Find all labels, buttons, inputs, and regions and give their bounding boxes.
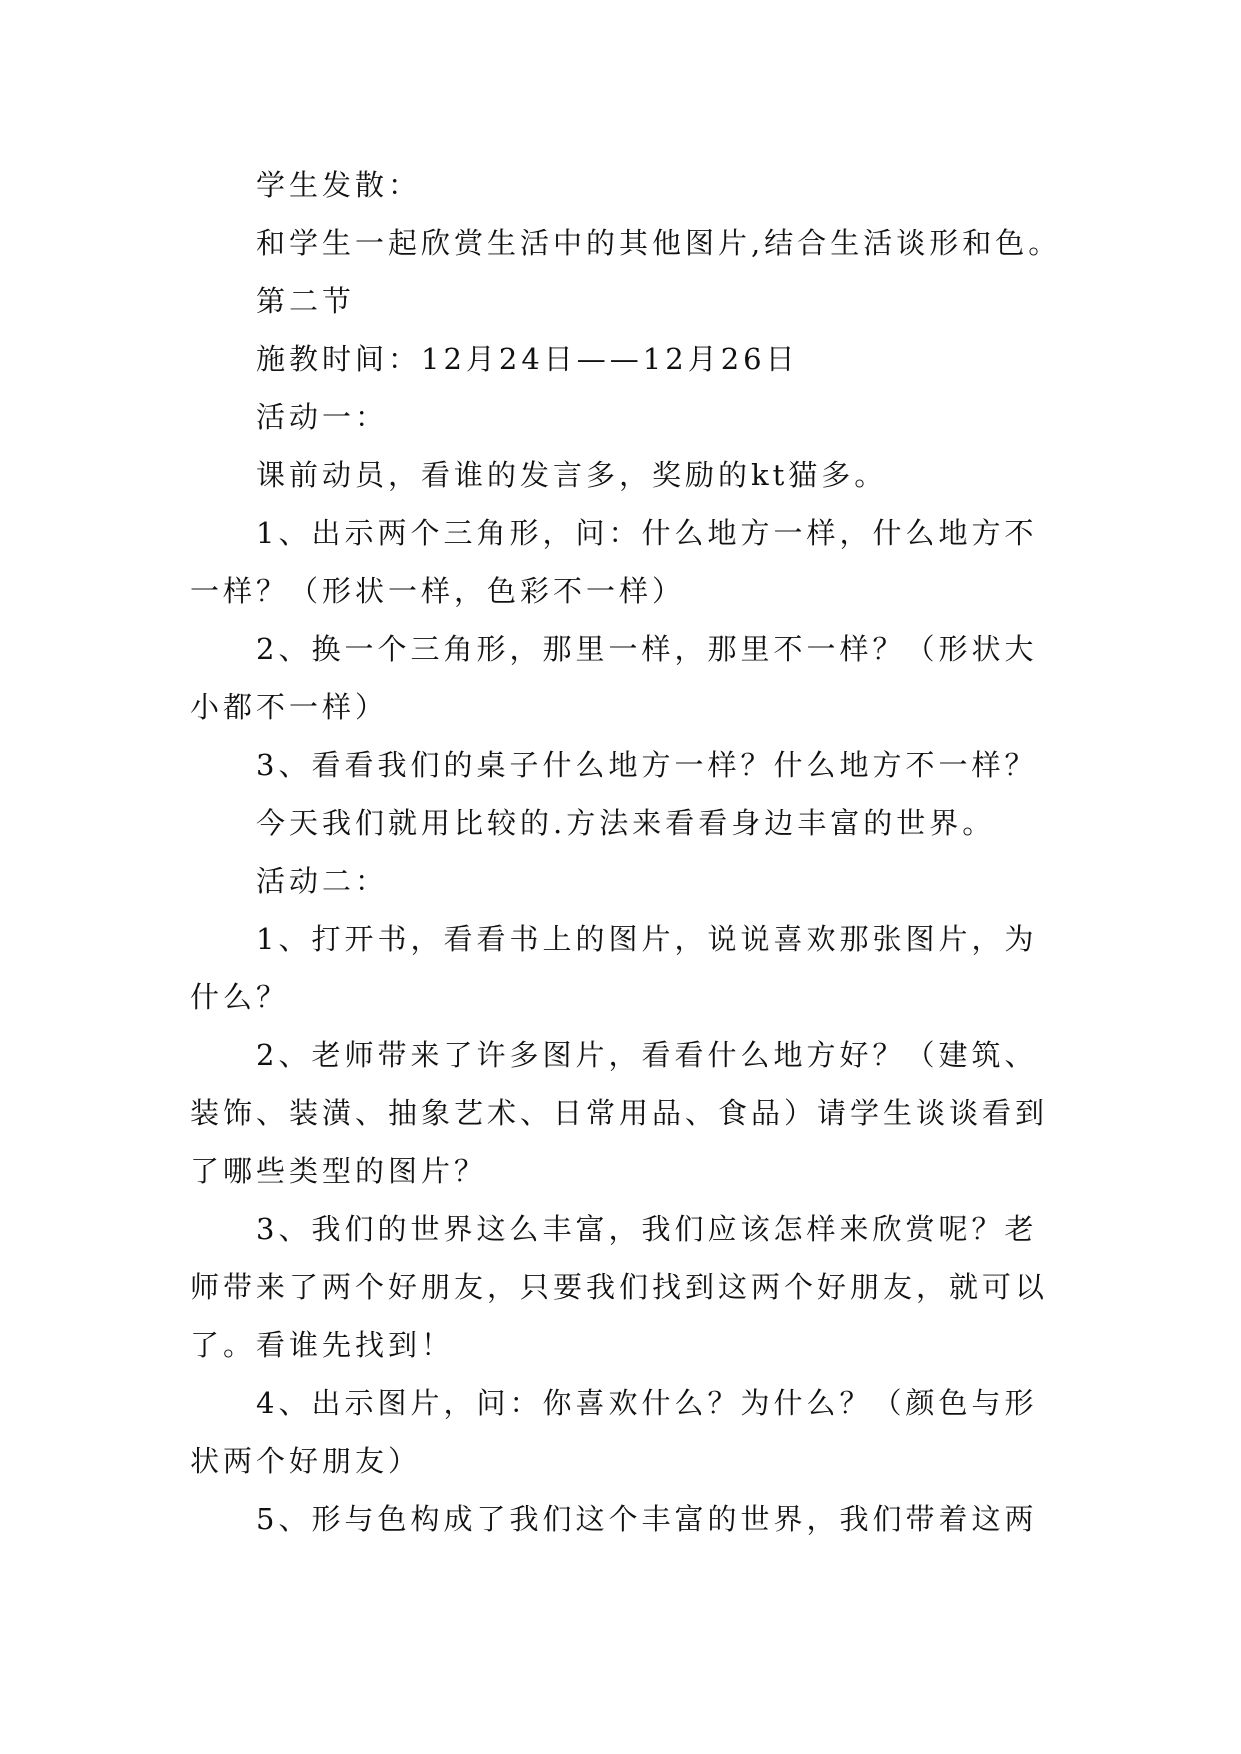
paragraph-pre-class: 课前动员，看谁的发言多，奖励的kt猫多。 [256,458,888,492]
paragraph-students-diverge: 学生发散： [256,168,422,202]
paragraph-item-2-teacher-pictures: 2、老师带来了许多图片，看看什么地方好？（建筑、装饰、装潢、抽象艺术、日常用品、食品）请学生谈谈看到了哪些类型的图片？ [190,1038,1049,1188]
paragraph-item-3-rich-world: 3、我们的世界这么丰富，我们应该怎样来欣赏呢？老师带来了两个好朋友，只要我们找到这两个好朋友，就可以了。看谁先找到！ [190,1212,1049,1362]
paragraph-item-1-triangles: 1、出示两个三角形，问：什么地方一样，什么地方不一样？（形状一样，色彩不一样） [190,516,1038,608]
paragraph-activity-one: 活动一： [256,400,389,434]
paragraph-section-two: 第二节 [256,284,356,318]
paragraph-teaching-time: 施教时间：12月24日——12月26日 [256,342,799,376]
paragraph-activity-two: 活动二： [256,864,389,898]
paragraph-item-2-triangle: 2、换一个三角形，那里一样，那里不一样？（形状大小都不一样） [190,632,1038,724]
document-body [190,156,1062,1548]
paragraph-item-5-shape-color: 5、形与色构成了我们这个丰富的世界，我们带着这两 [256,1502,1038,1536]
paragraph-item-1-book: 1、打开书，看看书上的图片，说说喜欢那张图片，为什么？ [190,922,1038,1014]
paragraph-today-compare: 今天我们就用比较的.方法来看看身边丰富的世界。 [256,806,996,840]
paragraph-item-4-show-pictures: 4、出示图片，问：你喜欢什么？为什么？（颜色与形状两个好朋友） [190,1386,1038,1478]
paragraph-appreciate-pictures: 和学生一起欣赏生活中的其他图片,结合生活谈形和色。 [256,226,1062,260]
paragraph-item-3-desks: 3、看看我们的桌子什么地方一样？什么地方不一样？ [256,748,1038,782]
